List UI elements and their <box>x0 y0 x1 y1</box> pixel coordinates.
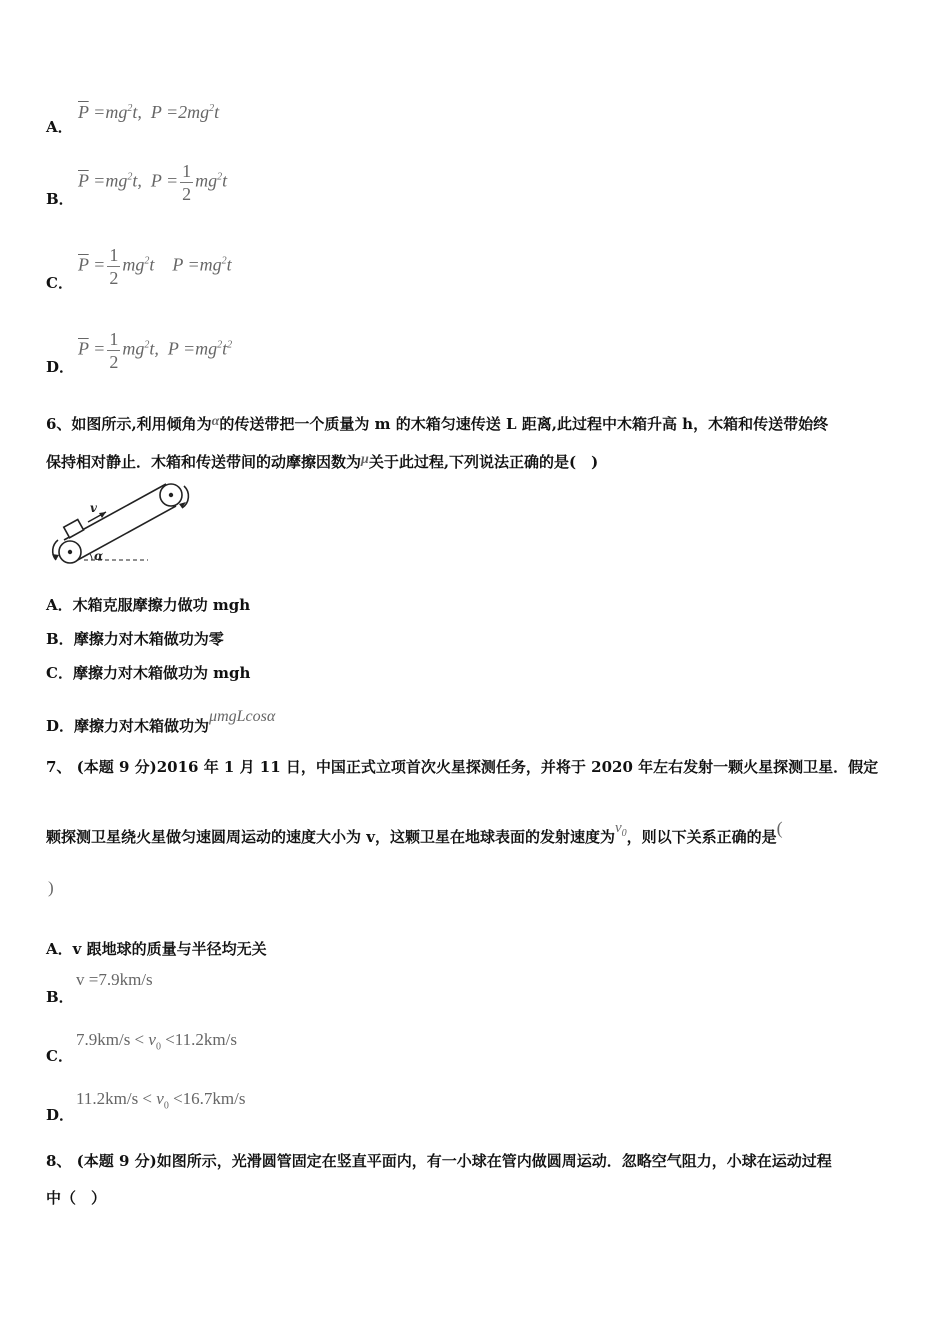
q7-stem-line-2: 颗探测卫星绕火星做匀速圆周运动的速度大小为 v，这颗卫星在地球表面的发射速度为$v_0$，则以下关系正确的是( <box>46 818 783 846</box>
q6-option-b: B．摩擦力对木箱做功为零 <box>46 630 224 648</box>
q6-stem-line-2: 保持相对静止．木箱和传送带间的动摩擦因数为μ关于此过程,下列说法正确的是( ) <box>46 452 599 471</box>
figure-alpha-label: α <box>94 549 104 563</box>
q5-option-a-label: A． <box>46 118 73 136</box>
q7-option-c-math: $7.9km/s < v_0 <11.2km/s$ <box>76 1030 237 1053</box>
q5-option-a-math: $\overline{P} =mg^2t$, $P =2mg^2t$ <box>78 102 220 122</box>
q5-option-d-math: $\overline{P}$ = $\frac{1}{2}$ $mg^2t$, $P =mg^2t^2$ <box>78 329 233 372</box>
conveyor-belt-figure <box>46 478 196 570</box>
q5-option-b-math: $\overline{P} =mg^2t$, P = $\frac{1}{2}$ $mg^2t$ <box>78 161 228 204</box>
q5-option-b-label: B． <box>46 190 74 208</box>
q7-option-c-label: C． <box>46 1047 73 1065</box>
q7-option-d-math: $11.2km/s < v_0 <16.7km/s$ <box>76 1089 246 1112</box>
q7-option-b-math: v =7.9km/s <box>76 970 153 989</box>
q8-stem-line-1: 8、 (本题 9 分)如图所示，光滑圆管固定在竖直平面内，有一小球在管内做圆周运动．忽略空气阻力，小球在运动过程 <box>46 1152 832 1170</box>
q7-stem-line-1: 7、 (本题 9 分)2016 年 1 月 11 日，中国正式立项首次火星探测任务，并将于 2020 年左右发射一颗火星探测卫星．假定 <box>46 758 879 776</box>
q6-option-c: C．摩擦力对木箱做功为 mgh <box>46 664 251 682</box>
q5-option-c-math: $\overline{P}$ = $\frac{1}{2}$ $mg^2t$ $P =mg^2t$ <box>78 245 232 288</box>
q7-close-paren: ) <box>48 878 54 897</box>
q5-option-d-label: D． <box>46 358 75 376</box>
q6-option-d: D．摩擦力对木箱做功为μmgLcosα <box>46 708 276 735</box>
q6-option-a: A．木箱克服摩擦力做功 mgh <box>46 596 251 614</box>
figure-v-label: v <box>90 501 97 515</box>
q6-stem-line-1: 6、如图所示,利用倾角为α的传送带把一个质量为 m 的木箱匀速传送 L 距离,此过程中木箱升高 h，木箱和传送带始终 <box>46 414 829 433</box>
q7-option-d-label: D． <box>46 1106 75 1124</box>
q5-option-c-label: C． <box>46 274 73 292</box>
q8-stem-line-2: 中（ ） <box>46 1189 107 1207</box>
q7-option-a: A．v 跟地球的质量与半径均无关 <box>46 940 267 958</box>
q7-option-b-label: B． <box>46 988 74 1006</box>
